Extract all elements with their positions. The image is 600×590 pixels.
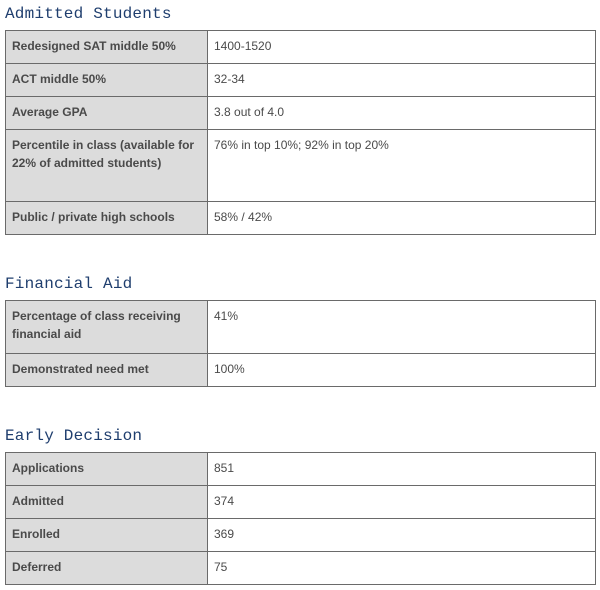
section-title-admitted-students: Admitted Students <box>5 5 172 23</box>
table-row <box>6 486 596 519</box>
row-value: 374 <box>208 486 596 519</box>
row-value: 32-34 <box>208 64 596 97</box>
row-value: 851 <box>208 453 596 486</box>
row-value: 100% <box>208 354 596 387</box>
row-value: 75 <box>208 552 596 585</box>
row-label: Percentile in class (available for 22% of admitted students) <box>6 130 208 202</box>
row-value: 41% <box>208 301 596 354</box>
row-label: Enrolled <box>6 519 208 552</box>
table-row <box>6 130 596 202</box>
row-label: ACT middle 50% <box>6 64 208 97</box>
financial-aid-table <box>5 300 596 387</box>
row-label: Redesigned SAT middle 50% <box>6 31 208 64</box>
row-value: 58% / 42% <box>208 202 596 235</box>
row-value: 369 <box>208 519 596 552</box>
admitted-students-table <box>5 30 596 235</box>
table-row <box>6 354 596 387</box>
early-decision-table <box>5 452 596 585</box>
table-row <box>6 31 596 64</box>
table-row <box>6 453 596 486</box>
row-label: Deferred <box>6 552 208 585</box>
row-value: 76% in top 10%; 92% in top 20% <box>208 130 596 202</box>
table-row <box>6 301 596 354</box>
row-label: Public / private high schools <box>6 202 208 235</box>
row-label: Demonstrated need met <box>6 354 208 387</box>
table-row <box>6 97 596 130</box>
row-label: Average GPA <box>6 97 208 130</box>
table-row <box>6 64 596 97</box>
table-row <box>6 202 596 235</box>
table-row <box>6 519 596 552</box>
row-value: 3.8 out of 4.0 <box>208 97 596 130</box>
row-label: Percentage of class receiving financial aid <box>6 301 208 354</box>
row-label: Applications <box>6 453 208 486</box>
row-value: 1400-1520 <box>208 31 596 64</box>
table-row <box>6 552 596 585</box>
row-label: Admitted <box>6 486 208 519</box>
section-title-early-decision: Early Decision <box>5 427 143 445</box>
section-title-financial-aid: Financial Aid <box>5 275 133 293</box>
